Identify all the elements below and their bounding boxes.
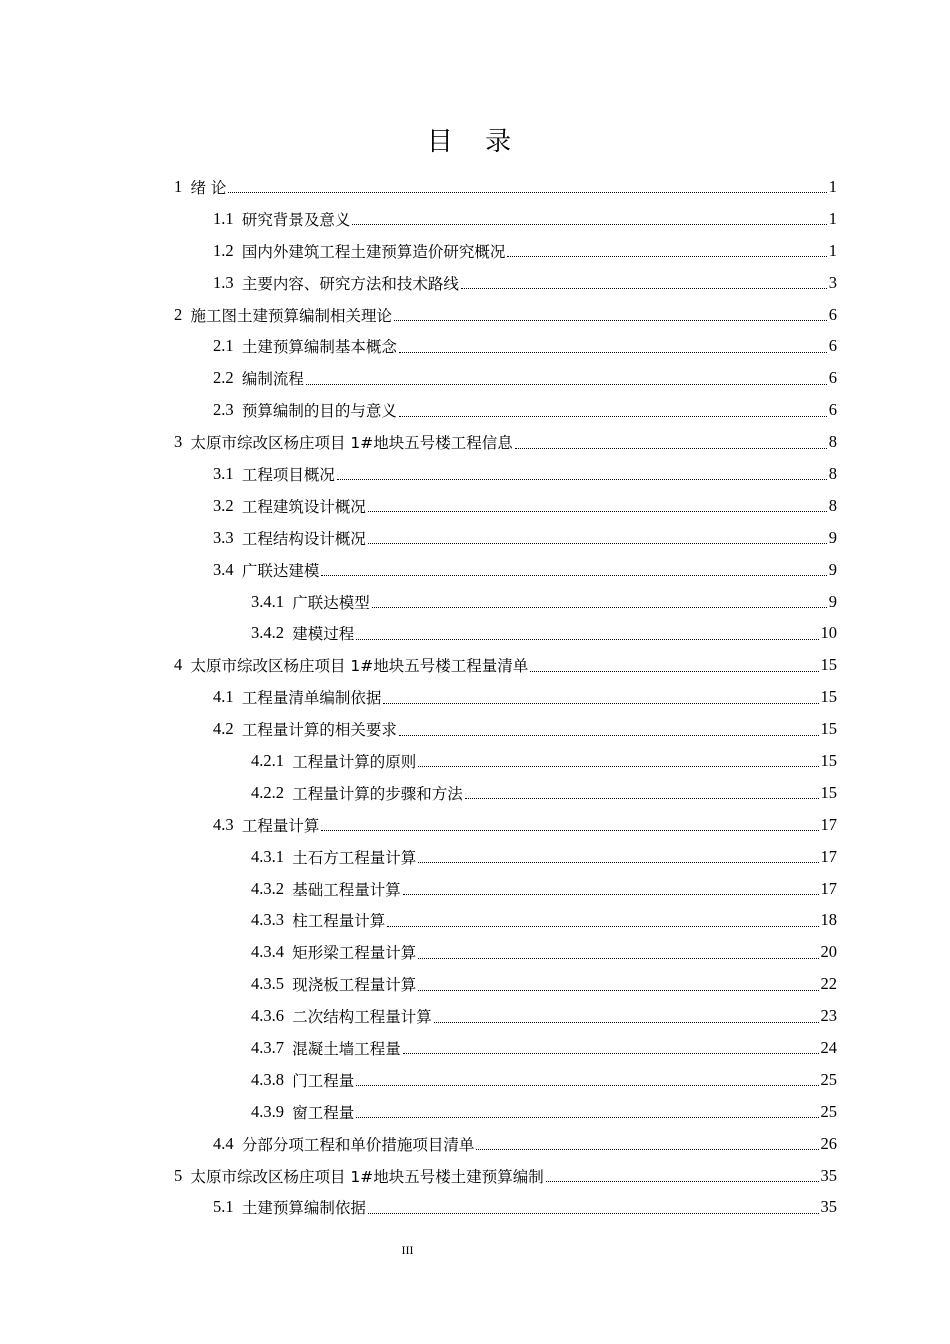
toc-entry-number: 4 (174, 655, 191, 675)
toc-entry[interactable] (0, 873, 950, 905)
toc-entry-page: 15 (820, 782, 837, 802)
dot-leader (306, 384, 827, 385)
toc-entry[interactable] (0, 649, 950, 681)
toc-entry-title: 预算编制的目的与意义 (241, 402, 397, 421)
dot-leader (434, 1022, 819, 1023)
toc-entry-number: 5.1 (213, 1197, 242, 1217)
toc-entry-number: 4.3.4 (251, 942, 293, 962)
toc-entry[interactable] (0, 171, 950, 203)
toc-entry-number: 3.4.1 (251, 591, 293, 611)
toc-entry-page: 17 (820, 846, 837, 866)
dot-leader (368, 543, 827, 544)
toc-entry-title: 工程项目概况 (241, 465, 335, 484)
toc-entry-page: 6 (828, 336, 837, 356)
toc-entry-page: 15 (820, 719, 837, 739)
dot-leader (461, 288, 827, 289)
toc-entry[interactable] (0, 968, 950, 1000)
dot-leader (321, 830, 818, 831)
toc-entry-number: 4.3.2 (251, 878, 293, 898)
toc-entry-page: 15 (820, 750, 837, 770)
toc-entry-title: 柱工程量计算 (292, 912, 386, 931)
toc-entry[interactable] (0, 203, 950, 235)
toc-entry-title: 工程量计算的相关要求 (241, 721, 397, 740)
dot-leader (546, 1181, 819, 1182)
toc-entry[interactable] (0, 841, 950, 873)
toc-entry-title: 广联达建模 (241, 561, 320, 580)
dot-leader (530, 671, 818, 672)
page-title: 目 录 (426, 127, 524, 157)
toc-entry-number: 4.3.3 (251, 910, 293, 930)
dot-leader (465, 798, 819, 799)
toc-entry[interactable] (0, 362, 950, 394)
toc-entry[interactable] (0, 522, 950, 554)
toc-entry-page: 25 (820, 1069, 837, 1089)
toc-entry-page: 8 (828, 495, 837, 515)
toc-entry-title: 分部分项工程和单价措施项目清单 (241, 1135, 475, 1154)
toc-entry[interactable] (0, 299, 950, 331)
toc-entry-page: 1 (828, 240, 837, 260)
toc-entry-page: 1 (828, 176, 837, 196)
dot-leader (372, 607, 827, 608)
toc-entry-number: 2.2 (213, 368, 242, 388)
toc-entry-page: 6 (828, 400, 837, 420)
toc-entry[interactable] (0, 1160, 950, 1192)
toc-entry[interactable] (0, 394, 950, 426)
toc-entry-page: 3 (828, 272, 837, 292)
toc-entry-page: 17 (820, 814, 837, 834)
toc-entry-number: 1.1 (213, 208, 242, 228)
toc-entry-title: 编制流程 (241, 370, 304, 389)
toc-entry-page: 17 (820, 878, 837, 898)
toc-entry-title: 工程结构设计概况 (241, 529, 366, 548)
toc-entry-number: 4.3.6 (251, 1006, 293, 1026)
toc-entry-title: 研究背景及意义 (241, 210, 351, 229)
toc-entry-title: 绪 论 (190, 178, 227, 197)
toc-entry-title: 工程量计算 (241, 816, 320, 835)
toc-entry-title: 工程量计算的原则 (292, 752, 417, 771)
toc-entry-number: 4.3.7 (251, 1037, 293, 1057)
toc-entry-page: 6 (828, 304, 837, 324)
toc-entry-title: 太原市综改区杨庄项目 1#地块五号楼土建预算编制 (190, 1167, 544, 1186)
toc-entry-title: 二次结构工程量计算 (292, 1008, 432, 1027)
toc-entry-title: 现浇板工程量计算 (292, 976, 417, 995)
toc-entry-number: 1 (174, 176, 191, 196)
toc-entry-page: 24 (820, 1037, 837, 1057)
toc-entry-page: 9 (828, 591, 837, 611)
toc-entry[interactable] (0, 809, 950, 841)
toc-entry-page: 25 (820, 1101, 837, 1121)
dot-leader (356, 639, 818, 640)
toc-entry-title: 建模过程 (292, 625, 355, 644)
dot-leader (352, 224, 826, 225)
toc-entry-number: 4.3.5 (251, 974, 293, 994)
toc-entry[interactable] (0, 1000, 950, 1032)
dot-leader (418, 990, 818, 991)
toc-entry-title: 主要内容、研究方法和技术路线 (241, 274, 459, 293)
toc-entry[interactable] (0, 267, 950, 299)
table-of-contents (0, 171, 950, 1223)
dot-leader (403, 894, 819, 895)
dot-leader (515, 448, 827, 449)
toc-entry[interactable] (0, 1032, 950, 1064)
toc-entry-number: 3.2 (213, 495, 242, 515)
toc-entry-page: 9 (828, 559, 837, 579)
toc-entry[interactable] (0, 745, 950, 777)
toc-entry-title: 工程建筑设计概况 (241, 497, 366, 516)
toc-entry[interactable] (0, 554, 950, 586)
toc-entry-title: 工程量清单编制依据 (241, 689, 382, 708)
toc-entry-number: 4.2 (213, 719, 242, 739)
toc-entry-title: 窗工程量 (292, 1103, 355, 1122)
toc-entry-number: 4.3.1 (251, 846, 293, 866)
toc-entry-number: 5 (174, 1165, 191, 1185)
toc-entry-number: 3 (174, 432, 191, 452)
toc-entry-title: 矩形梁工程量计算 (292, 944, 417, 963)
dot-leader (228, 192, 826, 193)
toc-entry-number: 3.1 (213, 463, 242, 483)
toc-entry-number: 3.4.2 (251, 623, 293, 643)
toc-entry-page: 1 (828, 208, 837, 228)
toc-entry-page: 8 (828, 432, 837, 452)
dot-leader (418, 862, 818, 863)
toc-entry-title: 广联达模型 (292, 593, 370, 612)
dot-leader (399, 352, 827, 353)
toc-entry[interactable] (0, 586, 950, 618)
toc-entry-page: 6 (828, 368, 837, 388)
toc-entry-number: 4.2.1 (251, 750, 293, 770)
toc-entry[interactable] (0, 1064, 950, 1096)
toc-entry-number: 3.3 (213, 527, 242, 547)
toc-entry[interactable] (0, 936, 950, 968)
toc-entry-number: 4.1 (213, 687, 242, 707)
toc-entry-number: 2 (174, 304, 191, 324)
toc-entry-page: 9 (828, 527, 837, 547)
toc-entry-page: 35 (820, 1197, 837, 1217)
toc-entry-page: 22 (820, 974, 837, 994)
toc-entry[interactable] (0, 1096, 950, 1128)
toc-entry[interactable] (0, 330, 950, 362)
toc-entry-title: 太原市综改区杨庄项目 1#地块五号楼工程信息 (190, 434, 513, 453)
toc-entry-title: 施工图土建预算编制相关理论 (190, 306, 393, 325)
dot-leader (368, 1213, 819, 1214)
toc-entry-title: 太原市综改区杨庄项目 1#地块五号楼工程量清单 (190, 657, 529, 676)
toc-entry-number: 4.4 (213, 1133, 242, 1153)
toc-entry-number: 3.4 (213, 559, 242, 579)
toc-entry[interactable] (0, 617, 950, 649)
dot-leader (403, 1053, 819, 1054)
dot-leader (399, 735, 819, 736)
toc-entry-number: 2.1 (213, 336, 242, 356)
toc-entry[interactable] (0, 426, 950, 458)
toc-entry-title: 混凝土墙工程量 (292, 1039, 401, 1058)
toc-entry-title: 土建预算编制基本概念 (241, 338, 397, 357)
toc-entry[interactable] (0, 235, 950, 267)
dot-leader (383, 703, 818, 704)
toc-entry-page: 23 (820, 1006, 837, 1026)
toc-entry-title: 基础工程量计算 (292, 880, 401, 899)
dot-leader (399, 416, 827, 417)
toc-entry-title: 国内外建筑工程土建预算造价研究概况 (241, 242, 506, 261)
toc-entry-page: 8 (828, 463, 837, 483)
dot-leader (418, 958, 818, 959)
toc-entry-page: 15 (820, 687, 837, 707)
toc-entry-page: 15 (820, 655, 837, 675)
toc-entry-number: 1.3 (213, 272, 242, 292)
dot-leader (321, 575, 826, 576)
toc-entry-number: 1.2 (213, 240, 242, 260)
dot-leader (368, 511, 827, 512)
dot-leader (387, 926, 818, 927)
toc-entry-page: 10 (820, 623, 837, 643)
dot-leader (356, 1117, 818, 1118)
page-number-footer: III (401, 1243, 414, 1257)
toc-entry[interactable] (0, 1192, 950, 1224)
toc-entry-page: 35 (820, 1165, 837, 1185)
toc-entry-title: 工程量计算的步骤和方法 (292, 784, 463, 803)
toc-entry-title: 门工程量 (292, 1071, 355, 1090)
toc-entry[interactable] (0, 777, 950, 809)
toc-entry[interactable] (0, 458, 950, 490)
toc-entry-number: 2.3 (213, 400, 242, 420)
dot-leader (476, 1149, 818, 1150)
toc-entry-title: 土石方工程量计算 (292, 848, 417, 867)
toc-entry[interactable] (0, 490, 950, 522)
toc-entry-page: 20 (820, 942, 837, 962)
dot-leader (337, 479, 827, 480)
toc-entry-page: 26 (820, 1133, 837, 1153)
toc-entry-title: 土建预算编制依据 (241, 1199, 366, 1218)
toc-entry[interactable] (0, 681, 950, 713)
toc-entry[interactable] (0, 904, 950, 936)
dot-leader (356, 1085, 818, 1086)
toc-entry-number: 4.2.2 (251, 782, 293, 802)
toc-entry[interactable] (0, 713, 950, 745)
toc-entry[interactable] (0, 1128, 950, 1160)
toc-entry-number: 4.3.9 (251, 1101, 293, 1121)
dot-leader (418, 766, 818, 767)
toc-entry-number: 4.3.8 (251, 1069, 293, 1089)
dot-leader (507, 256, 826, 257)
dot-leader (394, 320, 827, 321)
toc-entry-page: 18 (820, 910, 837, 930)
toc-entry-number: 4.3 (213, 814, 242, 834)
